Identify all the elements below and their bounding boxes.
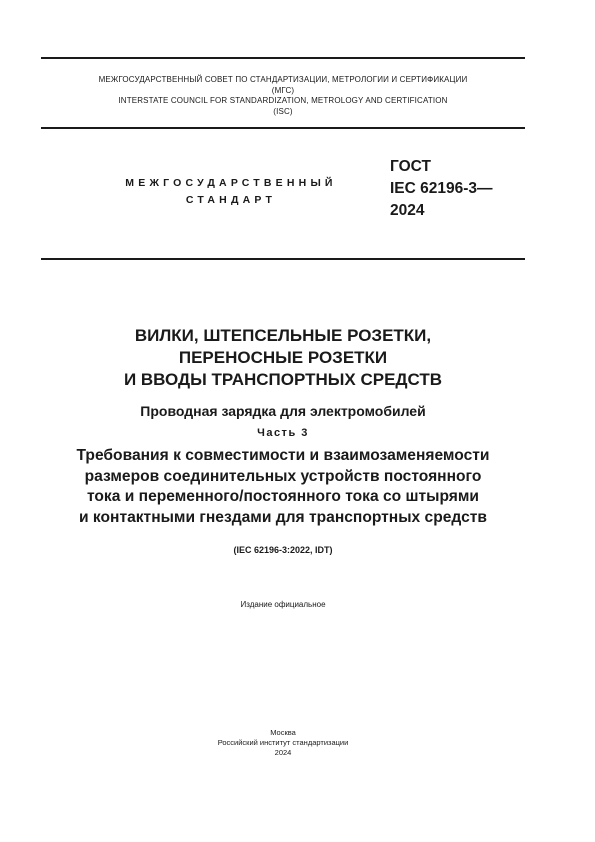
part-title-line: и контактными гнездами для транспортных средств: [78, 508, 488, 526]
publisher-institute: Российский институт стандартизации: [217, 738, 349, 747]
title-line: ВИЛКИ, ШТЕПСЕЛЬНЫЕ РОЗЕТКИ,: [134, 326, 432, 345]
council-name-en: INTERSTATE COUNCIL FOR STANDARDIZATION, METROLOGY AND CERTIFICATION: [118, 96, 448, 106]
standard-type-line2: СТАНДАРТ: [185, 194, 277, 206]
part-title-line: Требования к совместимости и взаимозаменяемости: [76, 447, 490, 464]
document-title: [41, 325, 525, 391]
standard-designation: [390, 156, 493, 222]
part-title-line: тока и переменного/постоянного тока со штырями: [86, 488, 480, 505]
council-abbr-en: (ISC): [273, 106, 293, 116]
publisher-year: 2024: [274, 748, 292, 757]
council-rule: [41, 127, 525, 129]
header-rule: [41, 258, 525, 260]
edition-note: Издание официальное: [240, 600, 326, 609]
top-rule: [41, 57, 525, 59]
document-part-title: [41, 446, 525, 528]
document-part: Часть 3: [257, 427, 309, 439]
iec-reference: (IEC 62196-3:2022, IDT): [233, 545, 333, 555]
council-abbr-ru: (МГС): [271, 85, 295, 95]
council-name-ru: МЕЖГОСУДАРСТВЕННЫЙ СОВЕТ ПО СТАНДАРТИЗАЦИИ, МЕТРОЛОГИИ И СЕРТИФИКАЦИИ: [98, 75, 468, 84]
council-header: [41, 75, 525, 117]
part-title-line: размеров соединительных устройств постоянного: [84, 467, 482, 485]
standard-type-line1: МЕЖГОСУДАРСТВЕННЫЙ: [125, 177, 337, 189]
designation-line2: IEC 62196-3—: [390, 180, 493, 197]
title-line: ПЕРЕНОСНЫЕ РОЗЕТКИ: [178, 348, 388, 367]
publisher-city: Москва: [270, 728, 296, 737]
publisher-block: [41, 728, 525, 758]
designation-line3: 2024: [390, 202, 425, 219]
designation-line1: ГОСТ: [390, 158, 431, 175]
title-line: И ВВОДЫ ТРАНСПОРТНЫХ СРЕДСТВ: [123, 370, 443, 389]
document-subtitle: Проводная зарядка для электромобилей: [140, 403, 426, 419]
standard-type: [100, 175, 362, 209]
